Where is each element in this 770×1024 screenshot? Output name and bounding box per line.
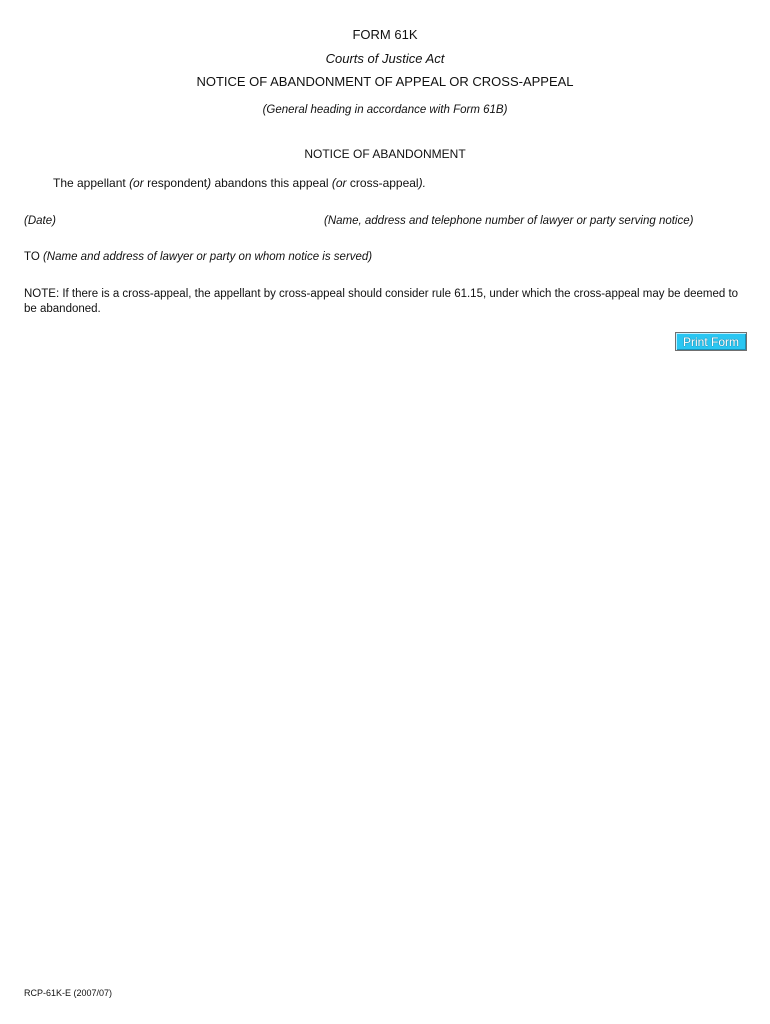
- statement-text: respondent: [143, 176, 208, 190]
- statement-text: abandons this appeal: [211, 176, 332, 190]
- note-paragraph: NOTE: If there is a cross-appeal, the appellant by cross-appeal should consider rule 61.15, under which the cross-appeal may be deemed to be abandoned.: [24, 288, 739, 315]
- serving-party-label: (Name, address and telephone number of lawyer or party serving notice): [324, 215, 694, 227]
- statement-alt-marker: (or: [331, 176, 347, 190]
- statement-text: The appellant: [53, 176, 130, 190]
- print-form-button[interactable]: [675, 332, 747, 351]
- statement-alt-marker: (or: [129, 176, 144, 190]
- form-title: NOTICE OF ABANDONMENT OF APPEAL OR CROSS-APPEAL: [196, 74, 574, 89]
- statute-title: Courts of Justice Act: [325, 51, 445, 66]
- section-title: NOTICE OF ABANDONMENT: [304, 147, 466, 161]
- general-heading-note: (General heading in accordance with Form 61B): [262, 104, 508, 116]
- form-number: FORM 61K: [352, 27, 418, 42]
- recipient-label: (Name and address of lawyer or party on whom notice is served): [42, 251, 373, 263]
- print-form-label: Print Form: [682, 334, 739, 349]
- recipient-line: [24, 251, 372, 263]
- statement-text: cross-appeal: [346, 176, 419, 190]
- recipient-prefix: TO: [24, 251, 43, 263]
- abandonment-statement: [53, 176, 426, 190]
- date-label: (Date): [24, 215, 56, 227]
- statement-alt-marker: ).: [418, 176, 426, 190]
- form-code: RCP-61K-E (2007/07): [24, 988, 113, 998]
- statement-alt-marker: ): [207, 176, 212, 190]
